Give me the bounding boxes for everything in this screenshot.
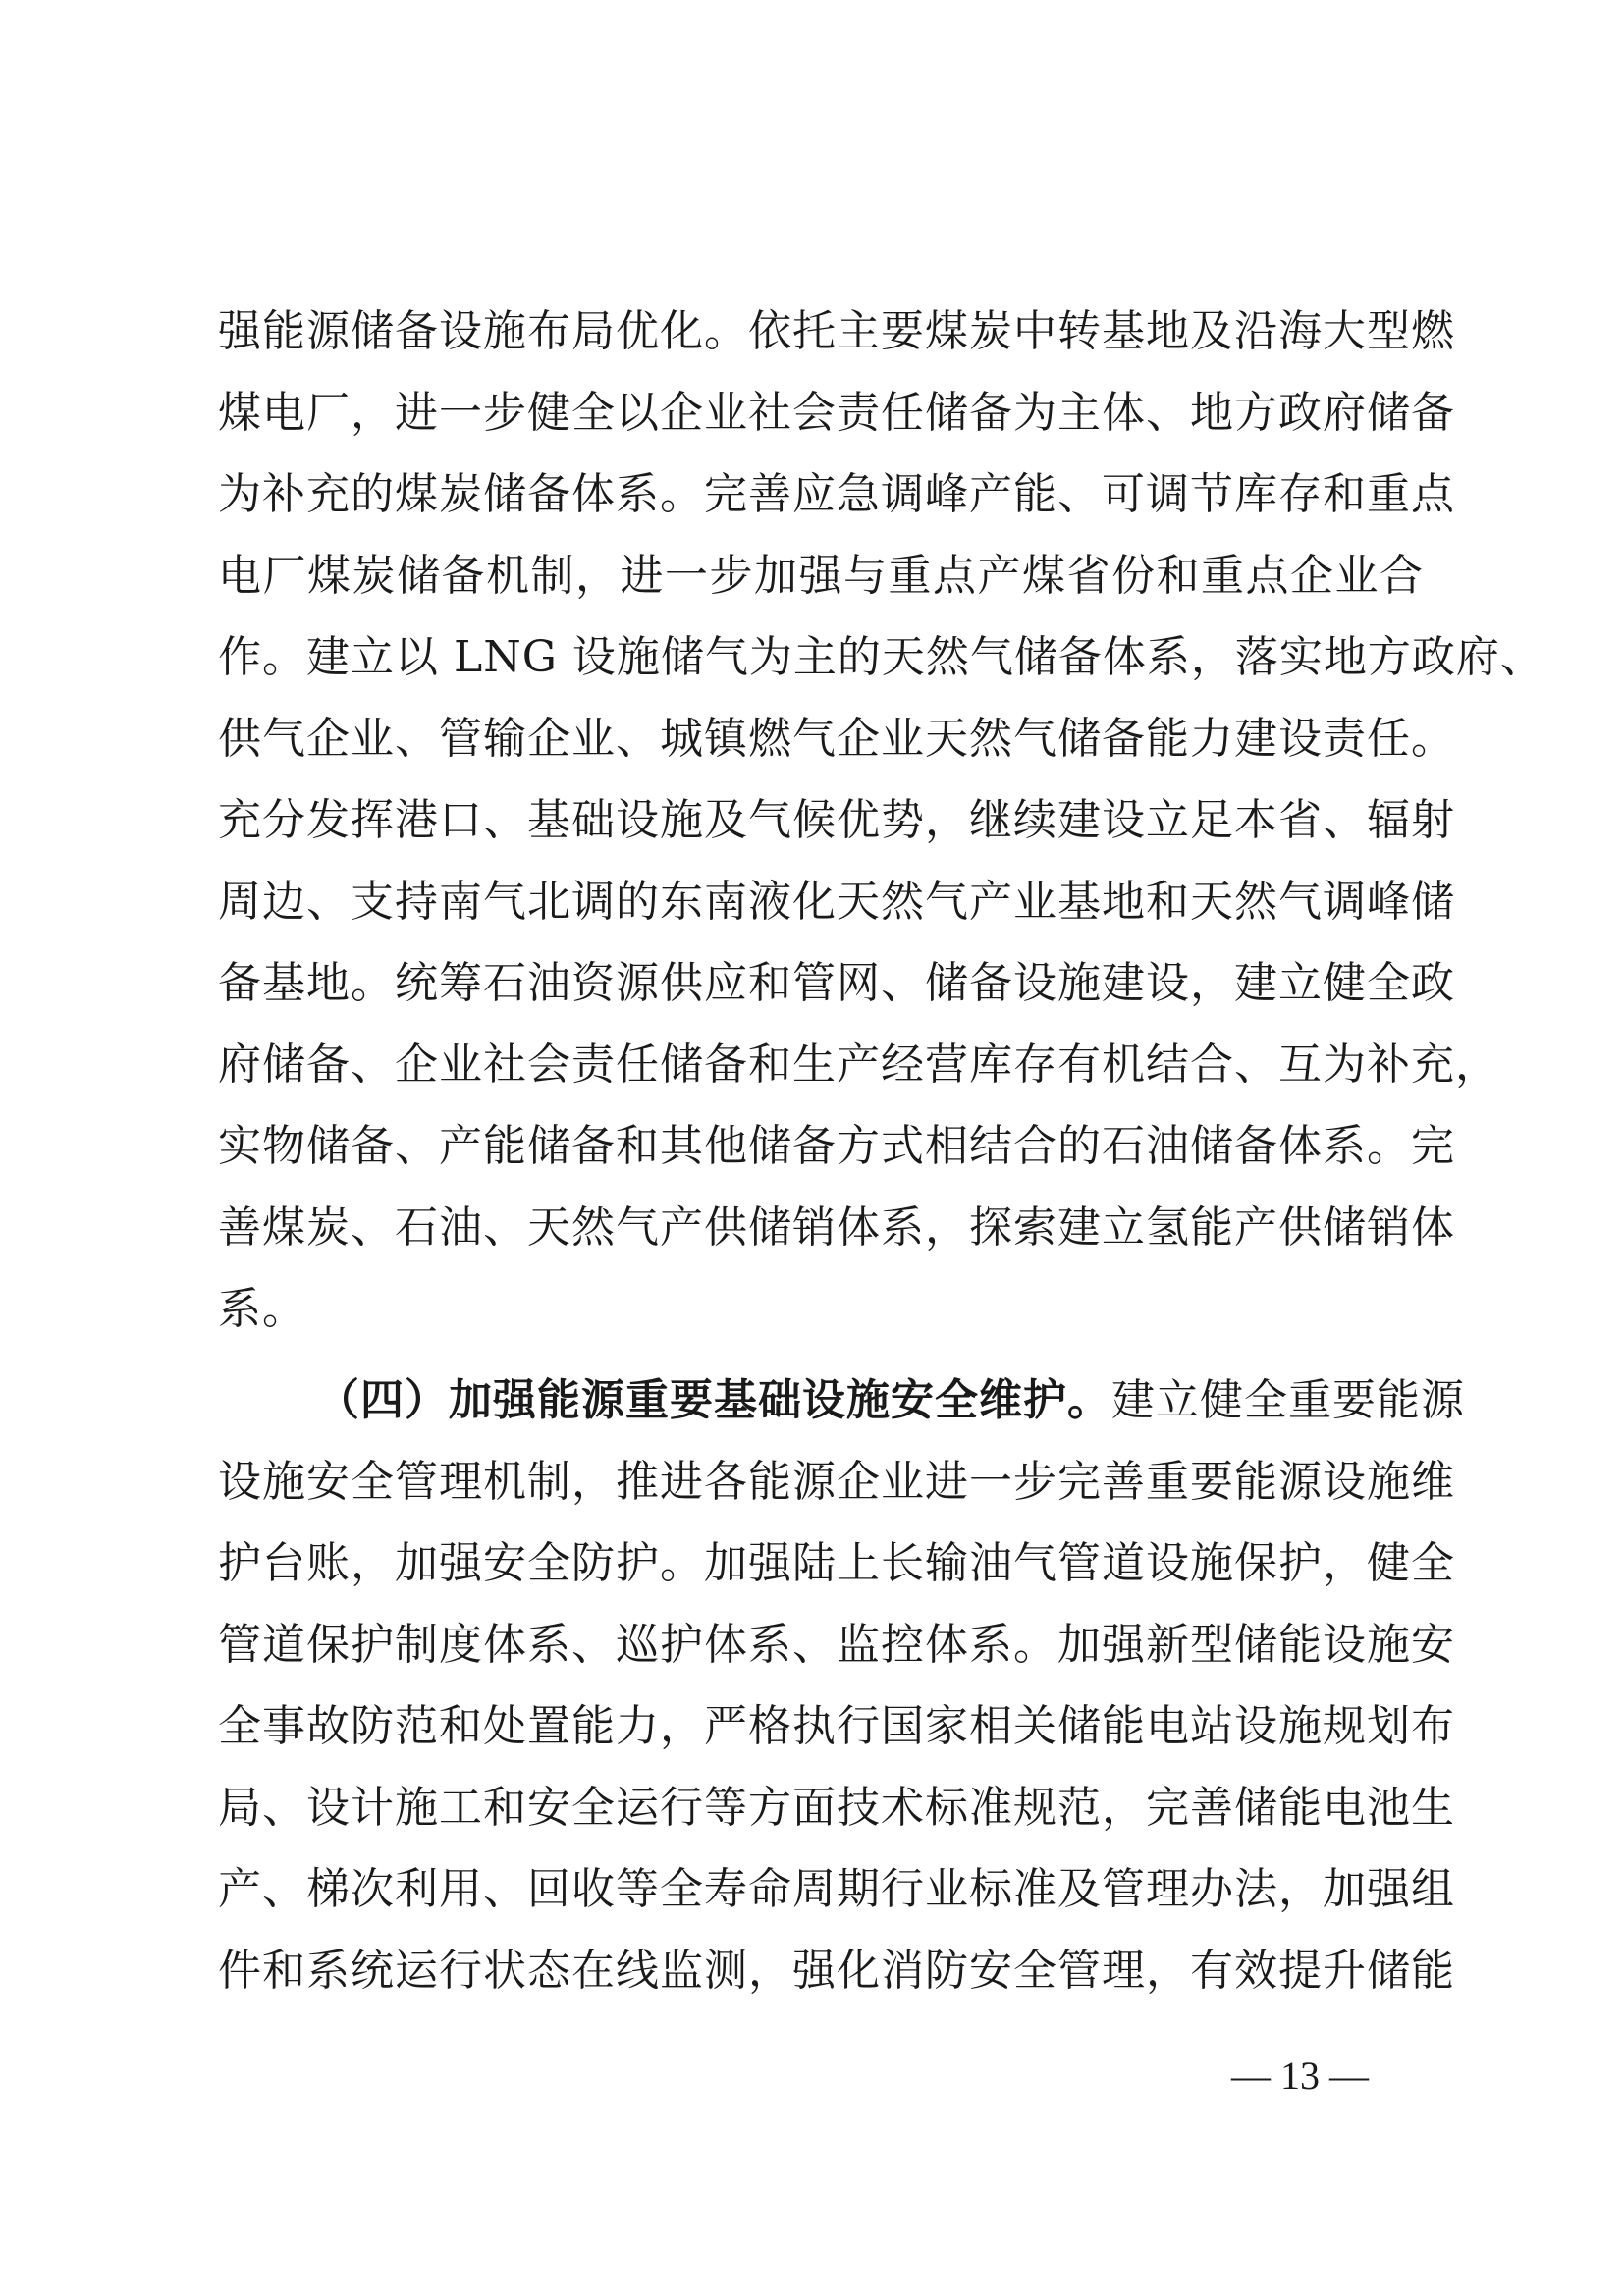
text-line: 系。 [218, 1284, 306, 1334]
text-line: 设施安全管理机制，推进各能源企业进一步完善重要能源设施维 [218, 1457, 1455, 1507]
text-line: 局、设计施工和安全运行等方面技术标准规范，完善储能电池生 [218, 1783, 1455, 1833]
text-line: 件和系统运行状态在线监测，强化消防安全管理，有效提升储能 [218, 1946, 1455, 1996]
text-line: 供气企业、管输企业、城镇燃气企业天然气储备能力建设责任。 [218, 714, 1455, 764]
text-line: 周边、支持南气北调的东南液化天然气产业基地和天然气调峰储 [218, 877, 1455, 927]
paragraph-infrastructure-security [218, 1360, 1465, 2011]
text-line-first [218, 1360, 1465, 1441]
text-line: 备基地。统筹石油资源供应和管网、储备设施建设，建立健全政 [218, 958, 1455, 1008]
text-line: 作。建立以 LNG 设施储气为主的天然气储备体系，落实地方政府、 [218, 632, 1544, 682]
text-line: 为补充的煤炭储备体系。完善应急调峰产能、可调节库存和重点 [218, 469, 1455, 519]
text-line: 管道保护制度体系、巡护体系、监控体系。加强新型储能设施安 [218, 1620, 1455, 1670]
text-line: 善煤炭、石油、天然气产供储销体系，探索建立氢能产供储销体 [218, 1202, 1455, 1253]
paragraph-energy-reserve [218, 291, 1544, 1350]
section-heading: （四）加强能源重要基础设施安全维护。 [316, 1375, 1111, 1425]
text-line: 护台账，加强安全防护。加强陆上长输油气管道设施保护，健全 [218, 1538, 1455, 1588]
page-number: — 13 — [1231, 2054, 1369, 2098]
text-run: 建立健全重要能源 [1111, 1375, 1465, 1425]
text-line: 充分发挥港口、基础设施及气候优势，继续建设立足本省、辐射 [218, 795, 1455, 845]
text-line: 强能源储备设施布局优化。依托主要煤炭中转基地及沿海大型燃 [218, 306, 1455, 356]
text-line: 实物储备、产能储备和其他储备方式相结合的石油储备体系。完 [218, 1121, 1455, 1171]
text-line: 电厂煤炭储备机制，进一步加强与重点产煤省份和重点企业合 [218, 551, 1424, 601]
text-line: 府储备、企业社会责任储备和生产经营库存有机结合、互为补充， [218, 1040, 1499, 1090]
text-line: 全事故防范和处置能力，严格执行国家相关储能电站设施规划布 [218, 1701, 1455, 1751]
text-line: 煤电厂，进一步健全以企业社会责任储备为主体、地方政府储备 [218, 388, 1455, 438]
text-line: 产、梯次利用、回收等全寿命周期行业标准及管理办法，加强组 [218, 1864, 1455, 1914]
